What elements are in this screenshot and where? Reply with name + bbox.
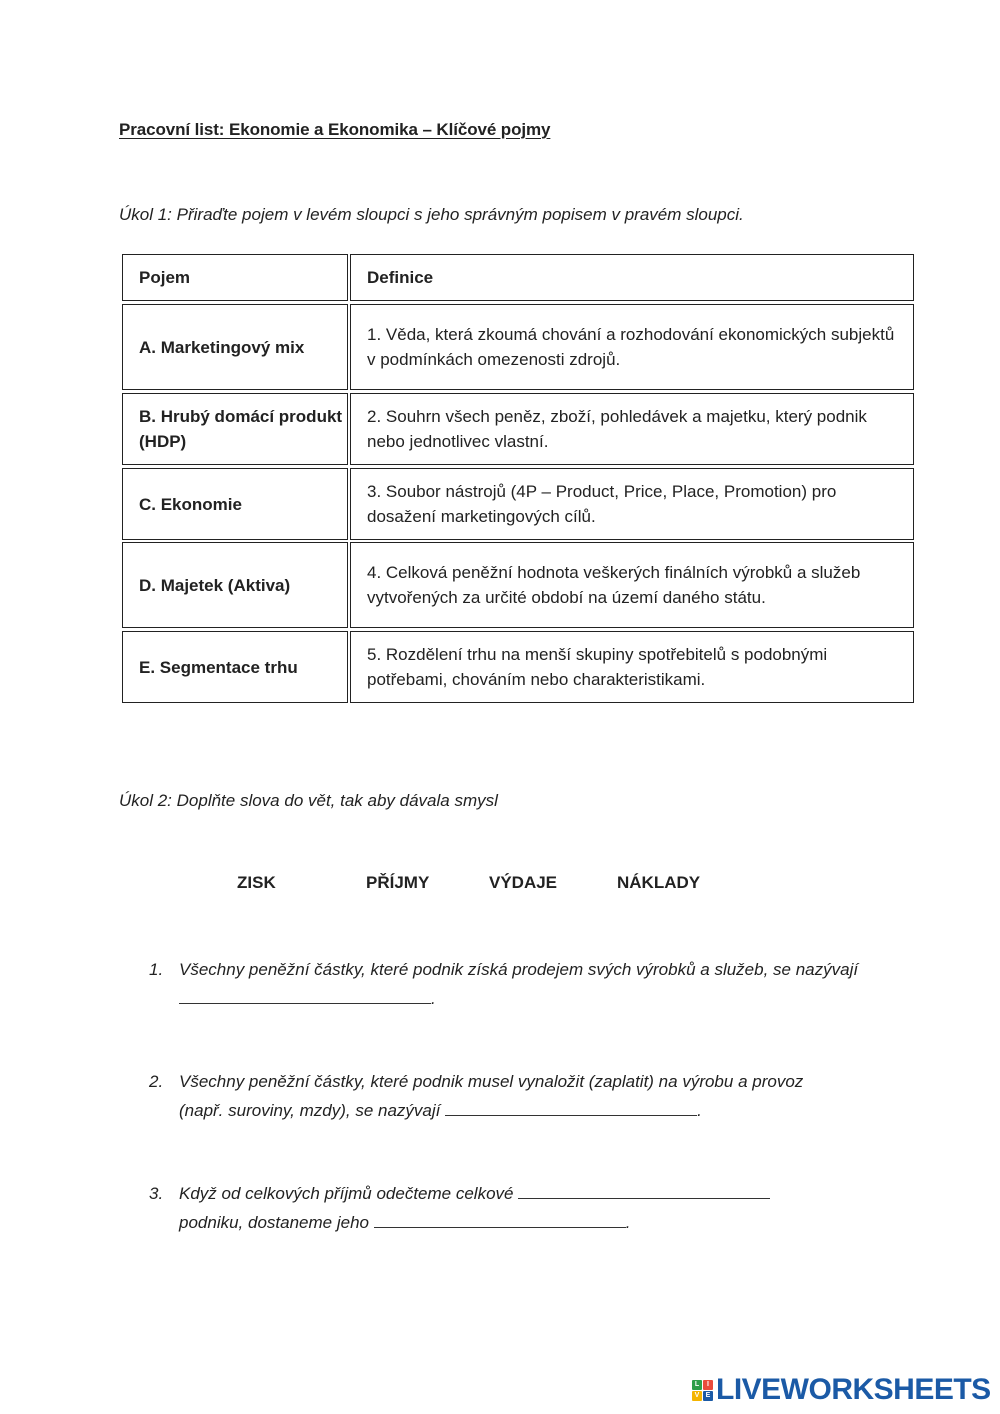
logo-icon (692, 1380, 713, 1401)
logo-icon-letter: L (692, 1380, 702, 1390)
word-bank-item: ZISK (237, 873, 276, 892)
answer-blank[interactable] (374, 1210, 626, 1228)
logo-icon-letter: V (692, 1391, 702, 1401)
question-number: 2. (149, 1072, 164, 1091)
definition-cell[interactable]: 5. Rozdělení trhu na menší skupiny spotřebitelů s podobnými potřebami, chováním nebo charakteristikami. (350, 631, 914, 703)
definition-cell[interactable]: 3. Soubor nástrojů (4P – Product, Price, Place, Promotion) pro dosažení marketingových cílů. (350, 468, 914, 540)
logo-icon-letter: I (703, 1380, 713, 1390)
question-2 (149, 1067, 909, 1125)
question-text: Když od celkových příjmů odečteme celkové (179, 1184, 514, 1203)
definition-cell[interactable]: 4. Celková peněžní hodnota veškerých finálních výrobků a služeb vytvořených za určité období na území daného státu. (350, 542, 914, 628)
question-text: Všechny peněžní částky, které podnik získá prodejem svých výrobků a služeb, se nazývají (179, 960, 859, 979)
definition-cell[interactable]: 2. Souhrn všech peněz, zboží, pohledávek a majetku, který podnik nebo jednotlivec vlastní. (350, 393, 914, 465)
question-text-middle: podniku, dostaneme jeho (179, 1213, 369, 1232)
worksheet-title: Pracovní list: Ekonomie a Ekonomika – Klíčové pojmy (119, 120, 551, 139)
term-cell[interactable]: E. Segmentace trhu (122, 631, 348, 703)
term-cell[interactable]: A. Marketingový mix (122, 304, 348, 390)
term-cell[interactable]: C. Ekonomie (122, 468, 348, 540)
logo-text: LIVEWORKSHEETS (716, 1373, 991, 1406)
question-text: Všechny peněžní částky, které podnik musel vynaložit (zaplatit) na výrobu a provoz (např. suroviny, mzdy), se nazývají (179, 1072, 804, 1120)
answer-blank[interactable] (179, 986, 431, 1004)
question-text-end: . (431, 989, 436, 1008)
question-text-end: . (625, 1213, 631, 1232)
question-number: 1. (149, 960, 164, 979)
question-text-end: . (697, 1101, 702, 1120)
word-bank-item: PŘÍJMY (366, 873, 430, 892)
definition-cell[interactable]: 1. Věda, která zkoumá chování a rozhodování ekonomických subjektů v podmínkách omezenosti zdrojů. (350, 304, 914, 390)
word-bank-item: VÝDAJE (489, 873, 558, 892)
logo-icon-letter: E (703, 1391, 713, 1401)
question-1 (149, 955, 909, 1013)
task2-instruction: Úkol 2: Doplňte slova do vět, tak aby dávala smysl (119, 791, 498, 810)
table-header-definition: Definice (350, 254, 914, 301)
question-3 (149, 1179, 909, 1237)
liveworksheets-logo[interactable] (692, 1373, 991, 1407)
question-number: 3. (149, 1184, 164, 1203)
term-cell[interactable]: D. Majetek (Aktiva) (122, 542, 348, 628)
table-header-term: Pojem (122, 254, 348, 301)
answer-blank[interactable] (518, 1181, 770, 1199)
word-bank-item: NÁKLADY (617, 873, 701, 892)
term-cell[interactable]: B. Hrubý domácí produkt (HDP) (122, 393, 348, 465)
answer-blank[interactable] (445, 1098, 697, 1116)
task1-instruction: Úkol 1: Přiraďte pojem v levém sloupci s jeho správným popisem v pravém sloupci. (119, 205, 744, 224)
